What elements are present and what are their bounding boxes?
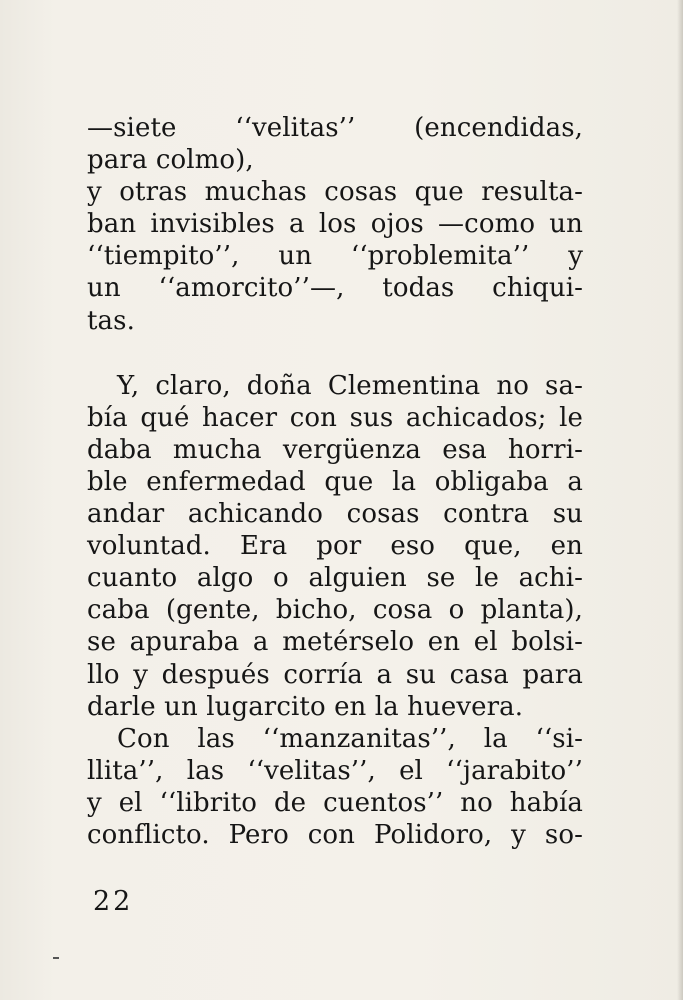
text-line: cuanto algo o alguien se le achi-: [87, 563, 583, 594]
text-line: Y, claro, doña Clementina no sa-: [117, 370, 583, 401]
text-line: tas.: [87, 305, 135, 336]
text-line: llita’’, las ‘‘velitas’’, el ‘‘jarabito’’: [87, 755, 583, 786]
page-number: 22: [93, 886, 134, 917]
text-line: y el ‘‘librito de cuentos’’ no había: [87, 787, 583, 818]
text-line: darle un lugarcito en la huevera.: [87, 691, 524, 722]
text-line: ban invisibles a los ojos —como un: [87, 209, 583, 240]
text-line: andar achicando cosas contra su: [87, 499, 583, 530]
paragraph-gap: [87, 337, 583, 370]
page-edge-shadow: [677, 0, 683, 1000]
text-line: se apuraba a metérselo en el bolsi-: [87, 627, 583, 658]
text-line: —siete ‘‘velitas’’ (encendidas,: [87, 113, 583, 143]
text-line: ble enfermedad que la obligaba a: [87, 466, 583, 497]
text-line: conflicto. Pero con Polidoro, y so-: [87, 819, 583, 850]
text-line: Con las ‘‘manzanitas’’, la ‘‘si-: [117, 723, 583, 754]
text-line: un ‘‘amorcito’’—, todas chiqui-: [87, 273, 583, 304]
text-line: llo y después corría a su casa para: [87, 659, 583, 690]
text-line: bía qué hacer con sus achicados; le: [87, 402, 583, 433]
printer-mark: [53, 957, 59, 959]
text-line: daba mucha vergüenza esa horri-: [87, 434, 583, 465]
text-line: para colmo),: [87, 145, 254, 176]
text-line: caba (gente, bicho, cosa o planta),: [87, 595, 583, 626]
text-line: voluntad. Era por eso que, en: [87, 531, 583, 562]
page-body-text: [87, 112, 583, 851]
text-line: y otras muchas cosas que resulta-: [87, 177, 583, 208]
text-line: ‘‘tiempito’’, un ‘‘problemita’’ y: [87, 241, 583, 272]
